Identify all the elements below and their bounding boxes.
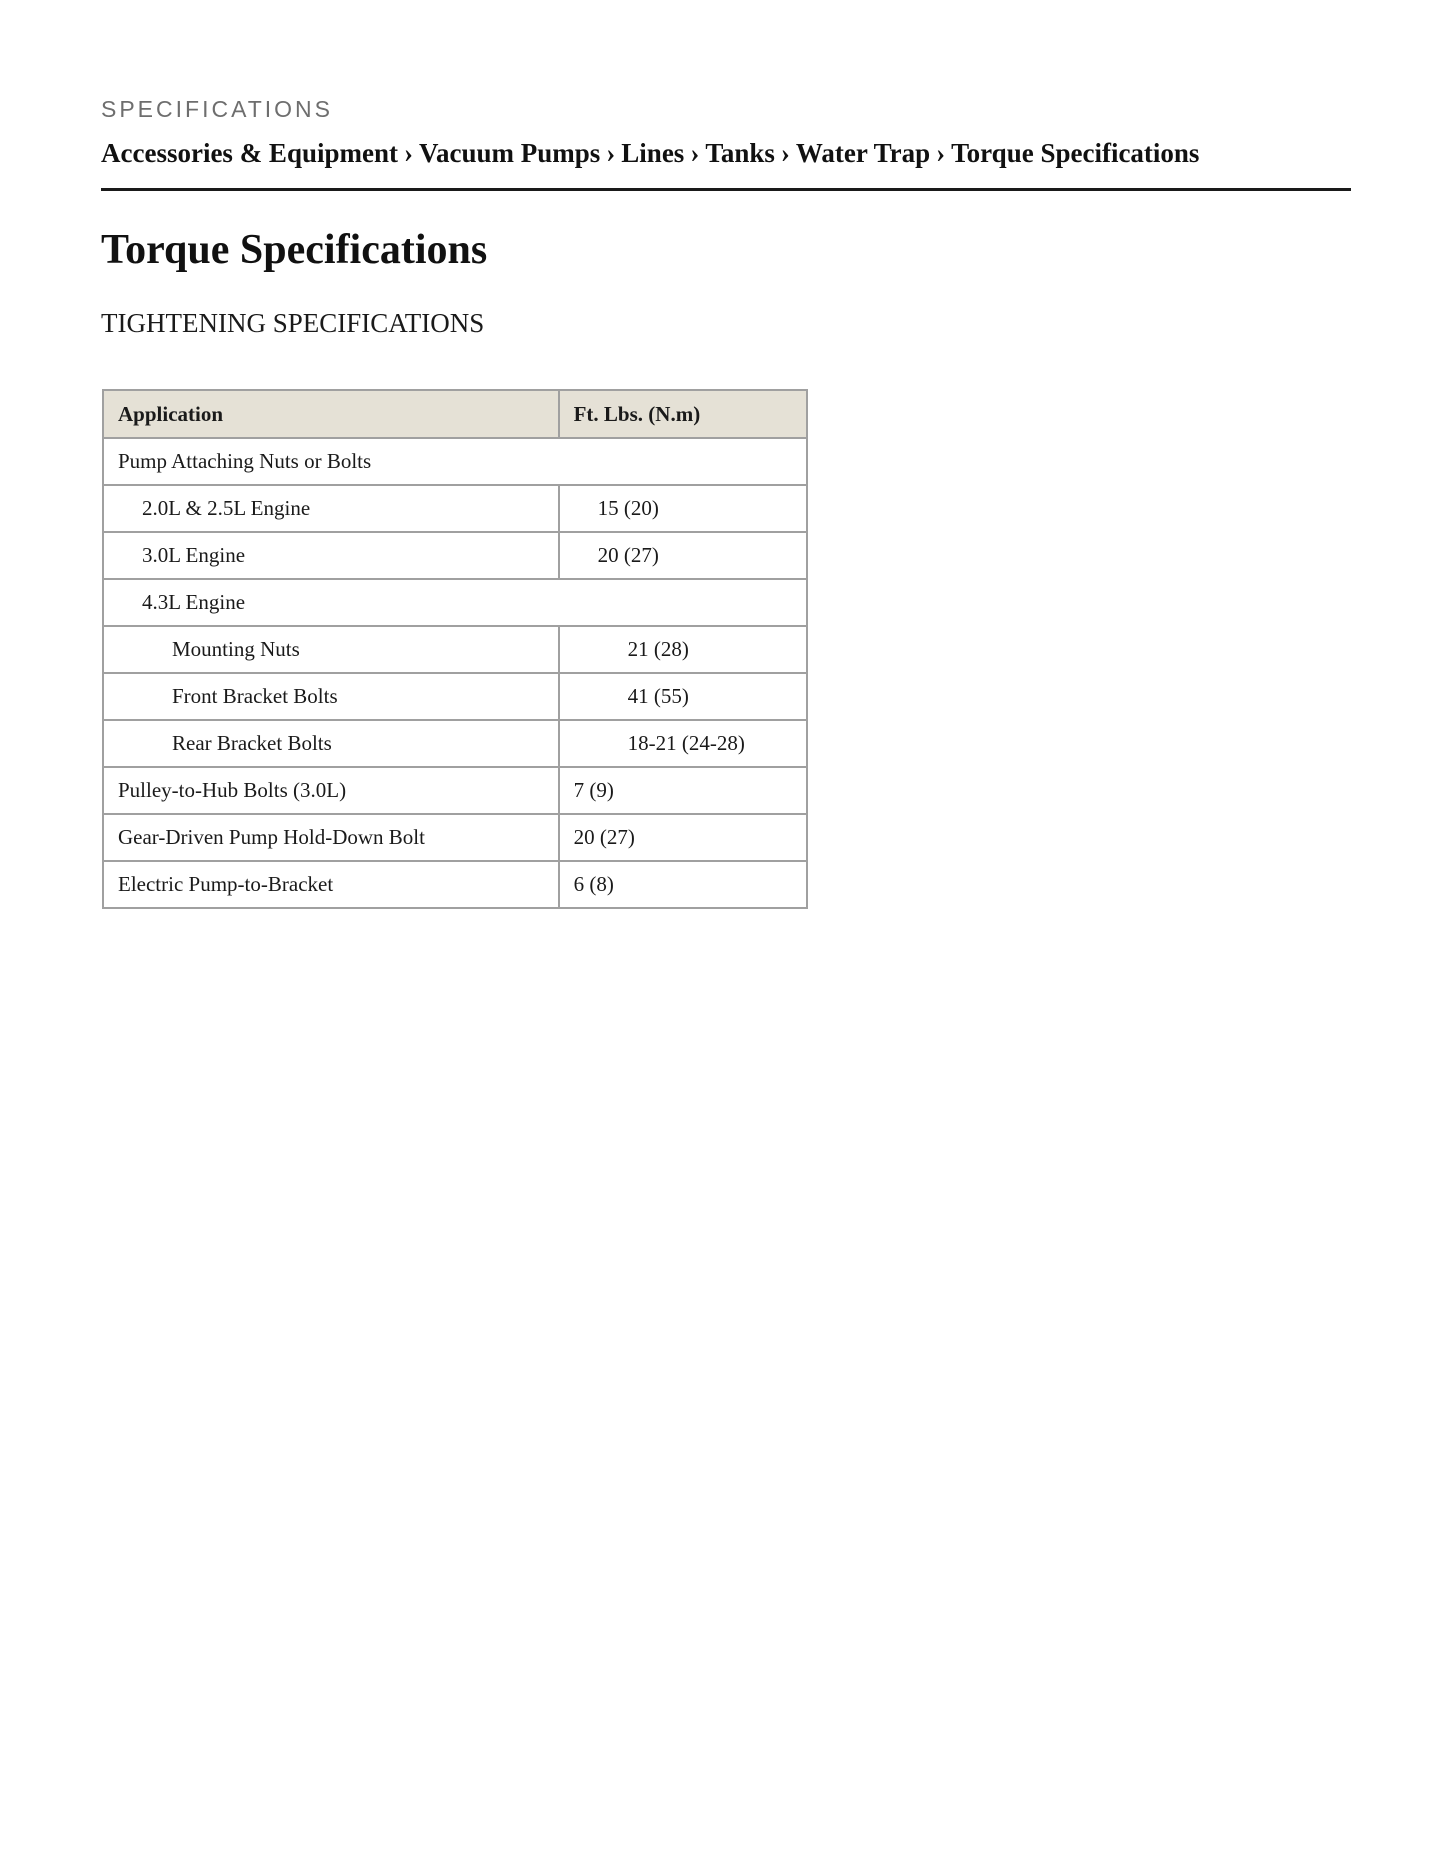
table-row bbox=[103, 438, 807, 485]
breadcrumb-separator: › bbox=[403, 138, 413, 168]
breadcrumb-item-vacuum-pumps[interactable]: Vacuum Pumps bbox=[418, 138, 601, 168]
torque-value-cell: 20 (27) bbox=[559, 532, 807, 579]
section-subtitle: TIGHTENING SPECIFICATIONS bbox=[101, 308, 485, 338]
application-cell: 4.3L Engine bbox=[103, 579, 807, 626]
application-cell: Pump Attaching Nuts or Bolts bbox=[103, 438, 807, 485]
application-cell: Mounting Nuts bbox=[103, 626, 559, 673]
application-cell: Gear-Driven Pump Hold-Down Bolt bbox=[103, 814, 559, 861]
torque-spec-table bbox=[102, 389, 808, 909]
breadcrumb-item-water-trap[interactable]: Water Trap bbox=[795, 138, 931, 168]
torque-value-cell: 18-21 (24-28) bbox=[559, 720, 807, 767]
application-cell: Rear Bracket Bolts bbox=[103, 720, 559, 767]
application-cell: 3.0L Engine bbox=[103, 532, 559, 579]
table-header-row bbox=[103, 390, 807, 438]
application-cell: Front Bracket Bolts bbox=[103, 673, 559, 720]
breadcrumb-separator: › bbox=[780, 138, 790, 168]
breadcrumb-item-tanks[interactable]: Tanks bbox=[705, 138, 775, 168]
torque-value-cell: 21 (28) bbox=[559, 626, 807, 673]
breadcrumb bbox=[101, 138, 1199, 169]
application-cell: Pulley-to-Hub Bolts (3.0L) bbox=[103, 767, 559, 814]
breadcrumb-item-torque-specifications: Torque Specifications bbox=[951, 138, 1200, 168]
application-cell: Electric Pump-to-Bracket bbox=[103, 861, 559, 908]
table-row bbox=[103, 861, 807, 908]
torque-value-cell: 6 (8) bbox=[559, 861, 807, 908]
torque-value-cell: 20 (27) bbox=[559, 814, 807, 861]
breadcrumb-item-accessories[interactable]: Accessories & Equipment bbox=[101, 138, 398, 168]
table-row bbox=[103, 579, 807, 626]
table-row bbox=[103, 626, 807, 673]
breadcrumb-separator: › bbox=[936, 138, 946, 168]
breadcrumb-separator: › bbox=[690, 138, 700, 168]
table-row bbox=[103, 532, 807, 579]
breadcrumb-item-lines[interactable]: Lines bbox=[621, 138, 685, 168]
column-header-torque: Ft. Lbs. (N.m) bbox=[559, 390, 807, 438]
table-row bbox=[103, 485, 807, 532]
column-header-application: Application bbox=[103, 390, 559, 438]
table-row bbox=[103, 720, 807, 767]
torque-value-cell: 15 (20) bbox=[559, 485, 807, 532]
application-cell: 2.0L & 2.5L Engine bbox=[103, 485, 559, 532]
page-title: Torque Specifications bbox=[101, 227, 488, 273]
torque-value-cell: 7 (9) bbox=[559, 767, 807, 814]
table-row bbox=[103, 814, 807, 861]
breadcrumb-separator: › bbox=[606, 138, 616, 168]
section-kicker: SPECIFICATIONS bbox=[101, 96, 333, 122]
table-row bbox=[103, 767, 807, 814]
table-row bbox=[103, 673, 807, 720]
header-divider bbox=[101, 188, 1351, 191]
torque-value-cell: 41 (55) bbox=[559, 673, 807, 720]
